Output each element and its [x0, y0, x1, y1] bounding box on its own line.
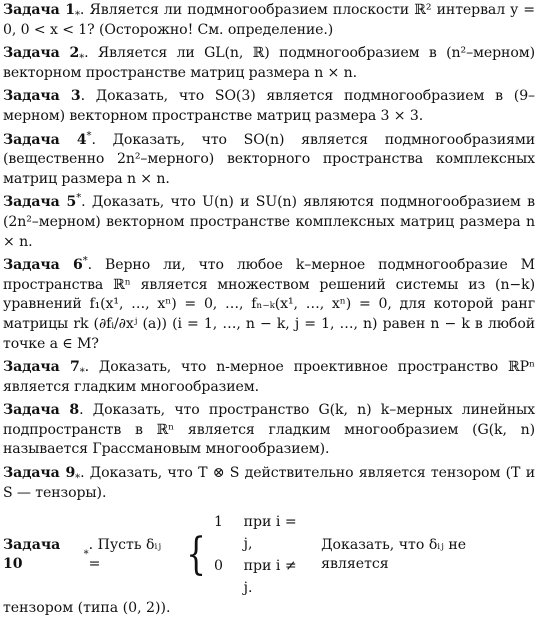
problem-9 — [3, 464, 535, 503]
problem-after: Доказать, что δᵢⱼ не является — [321, 536, 467, 573]
problem-mark: * — [86, 129, 92, 141]
problem-10-tail — [3, 599, 535, 619]
problem-mark: * — [79, 53, 85, 64]
problem-7 — [3, 358, 535, 397]
case-condition: при i ≠ j. — [243, 558, 297, 597]
problem-3 — [3, 87, 535, 126]
case-value: 1 — [214, 514, 224, 531]
problem-mark: * — [82, 255, 88, 267]
cases-block — [214, 511, 309, 599]
case-condition: при i = j, — [243, 514, 297, 553]
case-row — [214, 555, 309, 599]
problem-text: . Верно ли, что любое k–мерное подмногообразие M пространства ℝⁿ является множеством решений системы из (n−k) уравнений f₁(x¹, …, xⁿ) = 0, …, fₙ₋ₖ(x¹, …, xⁿ) = 0, для которой ранг матрицы rk (∂fᵢ/∂xʲ (a)) (i = 1, …, n − k, j = 1, …, n) равен n − k в любой точке a ∈ M? — [3, 257, 535, 352]
problem-6 — [3, 256, 535, 354]
case-value: 0 — [214, 558, 224, 575]
problem-label: Задача 9 — [3, 465, 76, 482]
problem-5 — [3, 193, 535, 252]
case-row — [214, 511, 309, 555]
problem-label: Задача 10 — [3, 536, 61, 573]
problem-text: . Является ли подмногообразием плоскости ℝ² интервал y = 0, 0 < x < 1? (Осторожно! См. определение.) — [3, 2, 536, 38]
cases-brace: { — [186, 529, 206, 581]
problem-text: . Доказать, что T ⊗ S действительно является тензором (T и S — тензоры). — [3, 465, 535, 501]
problem-label: Задача 2 — [3, 45, 80, 62]
problem-text: . Доказать, что пространство G(k, n) k–мерных линейных подпространств в ℝⁿ является гладким многообразием (G(k, n) называется Грассмановым многообразием). — [3, 402, 535, 458]
problem-8 — [3, 401, 535, 460]
problem-label: Задача 8 — [3, 402, 80, 419]
problem-mark: * — [76, 192, 82, 204]
problem-2 — [3, 44, 535, 83]
problem-label: Задача 7 — [3, 359, 80, 376]
problem-mark: * — [79, 366, 85, 378]
problem-text: . Доказать, что U(n) и SU(n) являются подмногообразием в (2n²–мерном) векторном пространстве комплексных матриц размера n × n. — [3, 194, 536, 250]
problem-intro: . Пусть δᵢⱼ = — [88, 536, 162, 573]
problem-tail: тензором (типа (0, 2)). — [3, 600, 171, 617]
problem-text: . Доказать, что SO(n) является подмногообразиями (вещественно 2n²–мерного) векторного пространства комплексных матриц размера n × n. — [3, 131, 535, 187]
problem-4 — [3, 131, 535, 190]
problem-label: Задача 1 — [3, 2, 75, 18]
problem-text: . Доказать, что SO(3) является подмногообразием в (9–мерном) векторном пространстве матриц размера 3 × 3. — [3, 88, 536, 124]
problem-10: Задача 10 * . Пусть δᵢⱼ = { 1 при i = j, 0 при i ≠ j. Доказать, что δᵢⱼ не является — [3, 511, 535, 599]
problem-label: Задача 6 — [3, 257, 83, 274]
problem-1 — [3, 1, 535, 40]
problem-label: Задача 5 — [3, 194, 77, 211]
problem-text: . Доказать, что n-мерное проективное пространство ℝPⁿ является гладким многообразием. — [3, 359, 535, 395]
problem-label: Задача 3 — [3, 88, 81, 105]
problem-mark: * — [75, 9, 80, 21]
problem-text: . Является ли GL(n, ℝ) подмногообразием в (n²–мерном) векторном пространстве матриц размера n × n. — [3, 45, 535, 81]
problem-mark: * — [75, 472, 81, 484]
problem-label: Задача 4 — [3, 131, 87, 148]
